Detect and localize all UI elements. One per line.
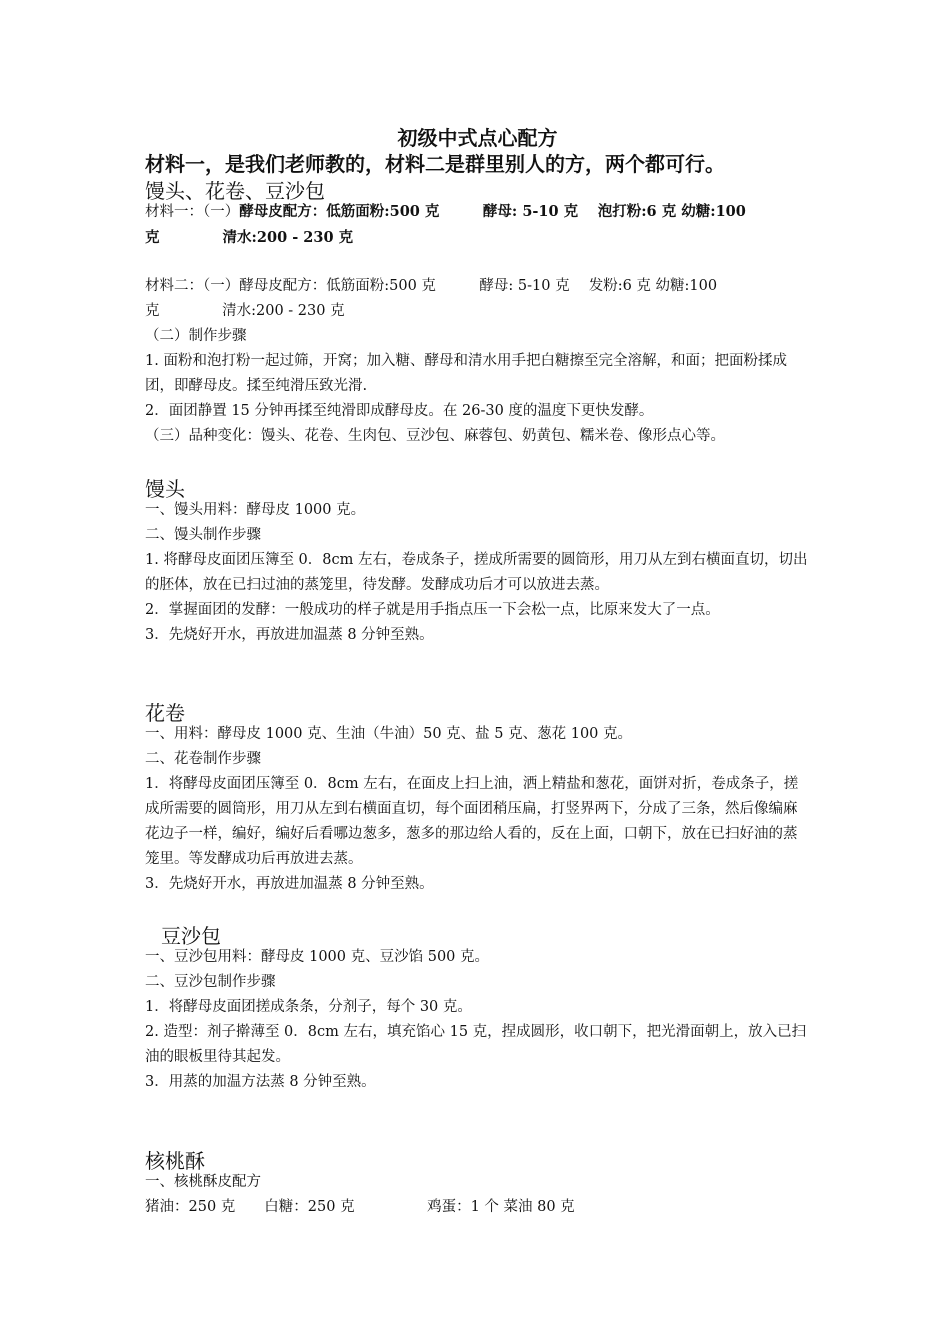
material-one-label: 材料一：（一） [145, 204, 240, 220]
doushabao-line-3: 1．将酵母皮面团搓成条条，分剂子，每个 30 克。 [145, 999, 472, 1015]
material-two-water: 克 清水:200 - 230 克 [145, 303, 345, 319]
doushabao-line-2: 二、豆沙包制作步骤 [145, 974, 276, 990]
material-two [145, 274, 810, 449]
hetaosu-line-1: 一、核桃酥皮配方 [145, 1174, 261, 1190]
huajuan-line-4: 3．先烧好开水，再放进加温蒸 8 分钟至熟。 [145, 876, 434, 892]
mantou-line-2: 二、馒头制作步骤 [145, 527, 261, 543]
variety-line: （三）品种变化：馒头、花卷、生肉包、豆沙包、麻蓉包、奶黄包、糯米卷、像形点心等。 [145, 428, 725, 444]
huajuan-body [145, 722, 810, 897]
huajuan-line-2: 二、花卷制作步骤 [145, 751, 261, 767]
mantou-body [145, 498, 810, 648]
section-heading-mantou: 馒头 [145, 477, 185, 501]
material-two-formula: 材料二：（一）酵母皮配方：低筋面粉:500 克 酵母: 5-10 克 发粉:6 克 幼糖:100 [145, 278, 718, 294]
section-heading-doushabao: 豆沙包 [161, 924, 221, 948]
section-heading-huajuan: 花卷 [145, 701, 185, 725]
huajuan-line-1: 一、用料：酵母皮 1000 克、生油（牛油）50 克、盐 5 克、葱花 100 克。 [145, 726, 633, 742]
doushabao-line-5: 3．用蒸的加温方法蒸 8 分钟至熟。 [145, 1074, 376, 1090]
mantou-line-5: 3．先烧好开水，再放进加温蒸 8 分钟至熟。 [145, 627, 434, 643]
material-one-formula: 酵母皮配方：低筋面粉:500 克 酵母: 5-10 克 泡打粉:6 克 幼糖:100 [239, 203, 746, 220]
material-one [145, 199, 810, 250]
doushabao-line-1: 一、豆沙包用料：酵母皮 1000 克、豆沙馅 500 克。 [145, 949, 490, 965]
page-subtitle: 材料一，是我们老师教的，材料二是群里别人的方，两个都可行。 [145, 152, 725, 176]
doushabao-line-4: 2. 造型：剂子擀薄至 0．8cm 左右，填充馅心 15 克，捏成圆形，收口朝下，把光滑面朝上，放入已扫油的眼板里待其起发。 [145, 1024, 807, 1065]
step-2: 2．面团静置 15 分钟再揉至纯滑即成酵母皮。在 26-30 度的温度下更快发酵。 [145, 403, 654, 419]
doushabao-body [145, 945, 810, 1095]
step-1: 1. 面粉和泡打粉一起过筛，开窝；加入糖、酵母和清水用手把白糖擦至完全溶解，和面；把面粉揉成团，即酵母皮。揉至纯滑压致光滑. [145, 353, 787, 394]
hetaosu-line-2: 猪油：250 克 白糖：250 克 鸡蛋：1 个 菜油 80 克 [145, 1199, 575, 1215]
mantou-line-1: 一、馒头用料：酵母皮 1000 克。 [145, 502, 366, 518]
huajuan-line-3: 1．将酵母皮面团压簿至 0．8cm 左右，在面皮上扫上油，洒上精盐和葱花，面饼对折，卷成条子，搓成所需要的圆筒形，用刀从左到右横面直切，每个面团稍压扁，打竖界两下，分成了三条，然后像编麻花边子一样，编好，编好后看哪边葱多，葱多的那边给人看的，反在上面，口朝下，放在已扫好油的蒸笼里。等发酵成功后再放进去蒸。 [145, 776, 799, 867]
section-heading-hetaosu: 核桃酥 [145, 1149, 205, 1173]
steps-title: （二）制作步骤 [145, 328, 247, 344]
mantou-line-4: 2．掌握面团的发酵：一般成功的样子就是用手指点压一下会松一点，比原来发大了一点。 [145, 602, 720, 618]
section-heading-main: 馒头、花卷、豆沙包 [145, 179, 325, 203]
page-title: 初级中式点心配方 [397, 126, 558, 150]
material-one-water: 克 清水:200 - 230 克 [145, 229, 354, 246]
mantou-line-3: 1. 将酵母皮面团压簿至 0．8cm 左右，卷成条子，搓成所需要的圆筒形，用刀从左到右横面直切，切出的胚体，放在已扫过油的蒸笼里，待发酵。发酵成功后才可以放进去蒸。 [145, 552, 808, 593]
hetaosu-body [145, 1170, 810, 1220]
